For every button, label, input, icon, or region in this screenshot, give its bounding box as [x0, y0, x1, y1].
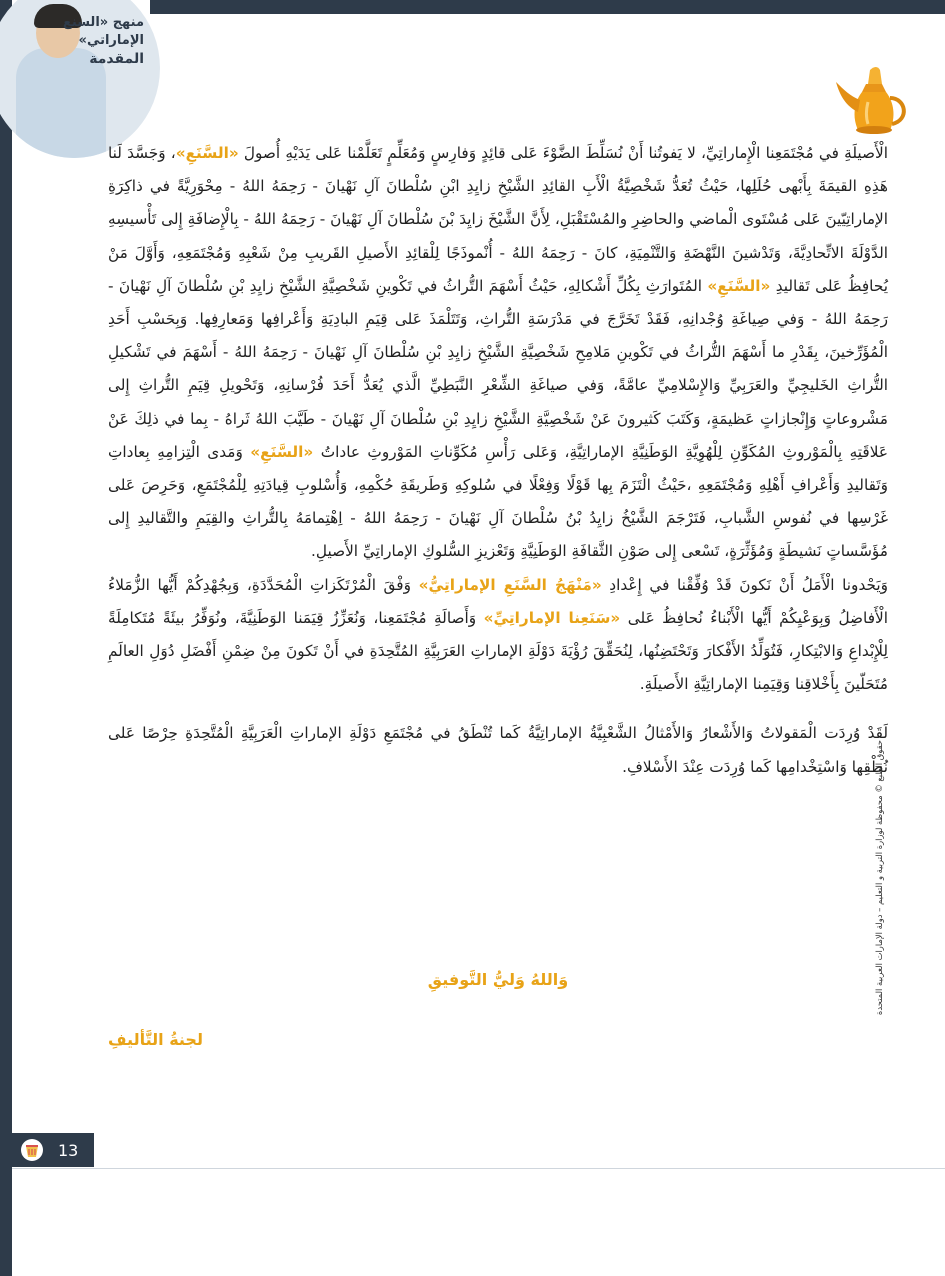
introduction-text	[108, 137, 888, 784]
paragraph-2	[108, 569, 888, 702]
highlight-sanaa: «السَّنَعِ»	[175, 144, 239, 162]
dallah-coffee-pot-icon	[832, 62, 918, 142]
authoring-committee: لجنةُ التَّأليفِ	[108, 1030, 203, 1049]
page-number: 13	[58, 1141, 79, 1160]
paragraph-3	[108, 717, 888, 783]
text-run: وَيَحْدونا الْأَمَلُ أَنْ نَكونَ قَدْ وُفِّقْنا في إِعْدادِ	[601, 575, 888, 594]
left-bar	[0, 0, 12, 1276]
book-badge-icon	[20, 1138, 44, 1162]
text-run: وَفْقَ الْمُرْتَكَزاتِ الْمُحَدَّدَةِ، وَبِجُهْدِكُمْ أَيُّها الزُّمَلاءُ الْأَفاضِلُ وَبِوَعْيِكُمْ أَيُّها الْأَبْناءُ نُحافِظُ عَلى	[108, 575, 888, 627]
paragraph-1	[108, 137, 888, 569]
text-run: ، وَجَسَّدَ لَنا هَذِهِ القيمَةَ بِأَبْهى حُلَلِها، حَيْثُ تُعَدُّ شَخْصِيَّةُ الْأَبِ القائِدِ الشَّيْخِ زايِدِ ابْنِ سُلْطانَ آلِ نَهْيانَ - رَحِمَهُ اللهُ - مِحْوَرِيَّةً في ذاكِرَةِ الإماراتِيّينَ عَلى مُسْتَوى الْماضي والحاضِرِ والمُسْتَقْبَلِ، لِأَنَّ الشَّيْخَ زايِدَ بْنَ سُلْطانَ آلِ نَهْيانَ - رَحِمَهُ اللهُ - بِالْإِضافَةِ إِلى تَأْسيسِهِ الدَّوْلَةَ الاتِّحادِيَّةَ، وَتَدْشينَ النَّهْضَةِ وَالتَّنْمِيَةِ، كانَ - رَحِمَهُ اللهُ - أُنْموذَجًا لِلْقائِدِ الأَصيلِ القَريبِ مِنْ شَعْبِهِ وَمُجْتَمَعِهِ، وَأَوَّلَ مَنْ يُحافِظُ عَلى تَقاليدِ	[108, 144, 888, 295]
closing-phrase: وَاللهُ وَليُّ التَّوفيقِ	[427, 970, 569, 989]
footer-rule	[12, 1168, 945, 1169]
text-run: المُتَوارَثِ بِكُلِّ أَشْكالِهِ، حَيْثُ أَسْهَمَ التُّراثُ في تَكْوينِ شَخْصِيَّةِ الشَّيْخِ زايِدِ بْنِ سُلْطانَ آلِ نَهْيانَ - رَحِمَهُ اللهُ - وَفي صِياغَةِ وُجْدانِهِ، فَقَدْ تَخَرَّجَ في مَدْرَسَةِ التُّراثِ، وَتَتَلْمَذَ عَلى قِيَمِ البادِيَةِ وَأَعْرافِها وَمَعارِفِها. وَبِحَسْبِ أَحَدِ الْمُؤَرِّخينَ، بِقَدْرِ ما أَسْهَمَ التُّراثُ في تَكْوينِ مَلامِحِ شَخْصِيَّةِ الشَّيْخِ زايِدِ بْنِ سُلْطانَ آلِ نَهْيانَ - رَحِمَهُ اللهُ - أَسْهَمَ في تَشْكيلِ التُّراثِ الخَليجِيِّ والعَرَبِيِّ وَالإِسْلامِيِّ عامَّةً، وَفي صياغَةِ الشِّعْرِ النَّبَطِيِّ الَّذي يُعَدُّ أَحَدَ فُرْسانِهِ، وَتَحْويلِ قِيَمِ التُّراثِ إِلى مَشْروعاتٍ وَإِنْجازاتٍ عَظيمَةٍ، وَكَتَبَ كَثيرونَ عَنْ شَخْصِيَّةِ الشَّيْخِ زايِدِ بْنِ سُلْطانَ آلِ نَهْيانَ - طَيَّبَ اللهُ ثَراهُ - بِما في ذلِكَ عَنْ عَلاقَتِهِ بِالْمَوْروثِ المُكَوِّنِ لِلْهُوِيَّةِ الوَطَنِيَّةِ الإماراتِيَّةِ، وَعَلى رَأْسِ مُكَوِّناتِ المَوْروثِ عاداتُ	[108, 276, 888, 461]
copyright-note: حقوق الطبع © محفوظة لوزارة التربية و التعليم – دولة الإمارات العربية المتحدة	[874, 740, 884, 1016]
highlight-sanaa: «السَّنَعِ»	[707, 276, 771, 295]
highlight-our-sanaa: «سَنَعِنا الإماراتِيِّ»	[483, 608, 621, 627]
text-run: وَمَدى الْتِزامِهِ بِعاداتِ وَتَقاليدِ وَأَعْرافِ أَهْلِهِ وَمُجْتَمَعِهِ ،حَيْثُ الْتَزَمَ بِها قَوْلًا وَفِعْلًا في سُلوكِهِ وَطَريقَةِ حُكْمِهِ، وَأُسْلوبِ قِيادَتِهِ لِلْمُجْتَمَعِ، وَحَرِصَ عَلى غَرْسِها في نُفوسِ الشَّبابِ، فَتَرْجَمَ الشَّيْخُ زايِدُ بْنُ سُلْطانَ آلِ نَهْيانَ - رَحِمَهُ اللهُ - اِهْتِمامَهُ بِالتُّراثِ والقِيَمِ والتَّقاليدِ إِلى مُؤَسَّساتٍ نَشيطَةٍ وَمُؤَثِّرَةٍ، تَسْعى إِلى صَوْنِ الثَّقافَةِ الوَطَنِيَّةِ وَتَعْزيزِ السُّلوكِ الإماراتِيِّ الأَصيلِ.	[108, 442, 888, 561]
top-bar	[150, 0, 945, 14]
text-run: لَقَدْ وُرِدَت الْمَقولاتُ وَالأَشْعارُ وَالأَمْثالُ الشَّعْبِيَّةُ الإماراتِيَّةُ كَما تُنْطَقُ في مُجْتَمَعِ دَوْلَةِ الإماراتِ الْعَرَبِيَّةِ الْمُتَّحِدَةِ حِرْصًا عَلى نُطْقِها وَاسْتِخْدامِها كَما وُرِدَت عِنْدَ الأَسْلافِ.	[108, 724, 888, 776]
header-line-2: المقدمة	[89, 51, 144, 67]
highlight-curriculum: «مَنْهَجُ السَّنَعِ الإماراتِيُّ»	[418, 575, 602, 594]
header-line-1: منهج «السنع الإماراتي»	[63, 15, 144, 48]
highlight-sanaa: «السَّنَعِ»	[250, 442, 314, 461]
text-run: الْأَصيلَةِ في مُجْتَمَعِنا الْإِماراتِيِّ، لا يَفوتُنا أَنْ نُسَلِّطَ الضَّوْءَ عَلى قائِدٍ وَفارِسٍ وَمُعَلِّمٍ تَعَلَّمْنا عَلى يَدَيْهِ أُصولَ	[238, 144, 888, 162]
text-run: وَأَصالَةِ مُجْتَمَعِنا، وَنُعَزِّزُ قِيَمَنا الوَطَنِيَّةَ، ونُوَفِّرُ بيئَةً مُتَكامِلَةً لِلْإِبْداعِ وَالابْتِكارِ، فَتُوَلِّدُ الأَفْكارَ وَتَحْتَضِنُها، لِنُحَقِّقَ رُؤْيَةَ دَوْلَةِ الإماراتِ العَرَبِيَّةِ المُتَّحِدَةِ في أَنْ تَكونَ مِنْ ضِمْنِ أَفْضَلِ دُوَلِ العالَمِ مُتَحَلّينَ بِأَخْلاقِنا وَقِيَمِنا الإماراتِيَّةِ الأَصيلَةِ.	[108, 608, 888, 694]
header-title	[16, 14, 144, 68]
